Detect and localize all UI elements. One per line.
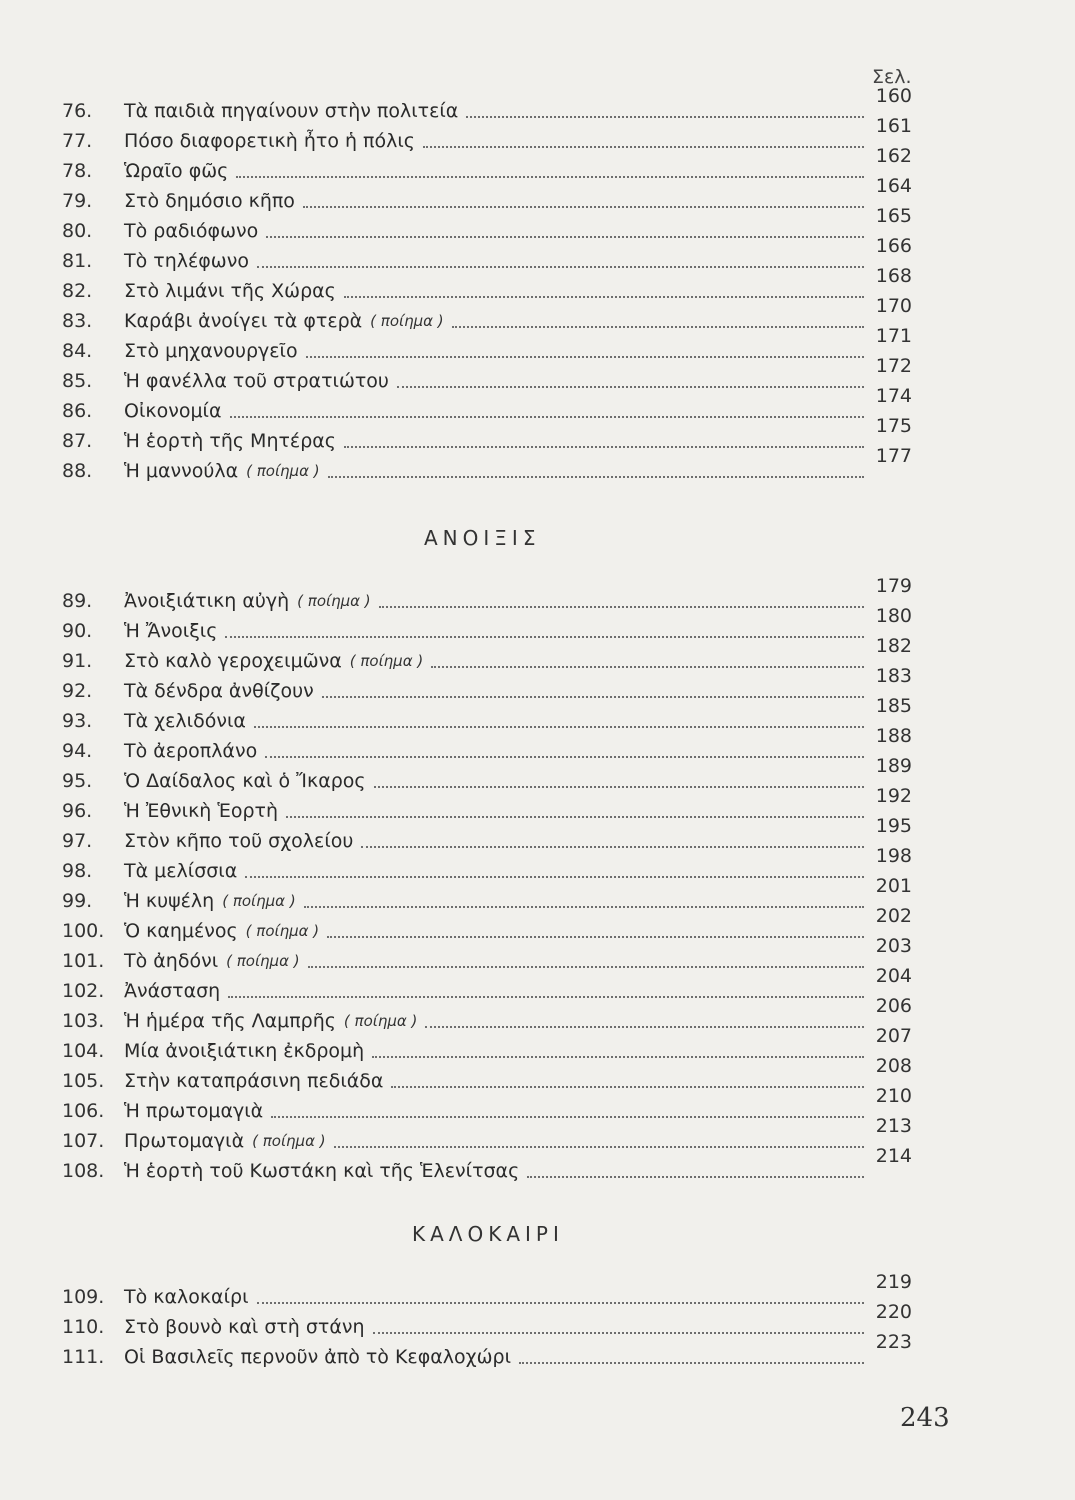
entry-number: 83. xyxy=(62,310,93,332)
toc-entry xyxy=(62,635,912,672)
entry-number: 101. xyxy=(62,950,105,972)
entry-poem-note: ( ποίημα ) xyxy=(370,312,444,330)
entry-page-number: 171 xyxy=(875,325,912,347)
toc-entry xyxy=(62,845,912,882)
entry-poem-note: ( ποίημα ) xyxy=(349,652,424,670)
entry-page-number: 202 xyxy=(875,905,912,927)
entry-number: 89. xyxy=(62,590,93,612)
dot-leader xyxy=(286,814,864,818)
entry-title: Τὰ δένδρα ἀνθίζουν xyxy=(124,680,314,702)
entry-page-number: 220 xyxy=(875,1301,912,1323)
entry-page-number: 162 xyxy=(875,145,912,167)
entry-page-number: 164 xyxy=(875,175,912,197)
entry-title: Ἡ κυψέλη xyxy=(124,890,215,912)
entry-number: 108. xyxy=(62,1160,105,1182)
entry-number: 86. xyxy=(62,400,93,422)
entry-number: 107. xyxy=(62,1130,105,1152)
toc-entry xyxy=(62,695,912,732)
dot-leader xyxy=(327,934,864,938)
entry-poem-note: ( ποίημα ) xyxy=(252,1132,326,1150)
entry-page-number: 165 xyxy=(875,205,912,227)
entry-page-number: 204 xyxy=(875,965,912,987)
entry-page-number: 182 xyxy=(875,635,912,657)
toc-entry xyxy=(62,965,912,1002)
entry-page-number: 206 xyxy=(875,995,912,1017)
entry-title: Στὸ βουνὸ καὶ στὴ στάνη xyxy=(124,1316,365,1338)
entry-title: Πρωτομαγιὰ xyxy=(124,1130,245,1152)
toc-entry xyxy=(62,1025,912,1062)
entry-number: 110. xyxy=(62,1316,105,1338)
dot-leader xyxy=(423,144,864,148)
entry-number: 97. xyxy=(62,830,93,852)
entry-page-number: 223 xyxy=(875,1331,912,1353)
toc-entry xyxy=(62,665,912,702)
toc-entry xyxy=(62,1301,912,1338)
entry-page-number: 203 xyxy=(875,935,912,957)
entry-poem-note: ( ποίημα ) xyxy=(222,892,296,910)
dot-leader xyxy=(361,844,864,848)
toc-entry xyxy=(62,205,912,242)
dot-leader xyxy=(230,414,865,418)
dot-leader xyxy=(344,294,864,298)
section-heading-anoixis: ΑΝΟΙΞΙΣ xyxy=(424,526,541,550)
entry-number: 95. xyxy=(62,770,93,792)
toc-entry xyxy=(62,905,912,942)
dot-leader xyxy=(257,1300,864,1304)
entry-page-number: 188 xyxy=(875,725,912,747)
entry-title: Τὸ ἀεροπλάνο xyxy=(124,740,258,762)
entry-page-number: 189 xyxy=(875,755,912,777)
dot-leader xyxy=(452,324,864,328)
dot-leader xyxy=(397,384,864,388)
dot-leader xyxy=(527,1174,864,1178)
dot-leader xyxy=(374,784,864,788)
entry-page-number: 185 xyxy=(875,695,912,717)
dot-leader xyxy=(344,444,864,448)
entry-title: Στὸ λιμάνι τῆς Χώρας xyxy=(124,280,336,302)
section-heading-kalokairi: ΚΑΛΟΚΑΙΡΙ xyxy=(412,1222,564,1246)
entry-number: 99. xyxy=(62,890,93,912)
page-number: 243 xyxy=(900,1403,950,1433)
entry-title: Στὴν καταπράσινη πεδιάδα xyxy=(124,1070,384,1092)
entry-page-number: 177 xyxy=(875,445,912,467)
entry-page-number: 168 xyxy=(875,265,912,287)
entry-title: Ὁ καημένος xyxy=(124,920,238,942)
dot-leader xyxy=(304,904,864,908)
entry-page-number: 183 xyxy=(875,665,912,687)
entry-title: Τὰ παιδιὰ πηγαίνουν στὴν πολιτεία xyxy=(124,100,459,122)
dot-leader xyxy=(266,234,864,238)
entry-number: 85. xyxy=(62,370,93,392)
toc-section-anoixis xyxy=(62,575,912,1182)
dot-leader xyxy=(322,694,864,698)
dot-leader xyxy=(257,264,864,268)
entry-number: 77. xyxy=(62,130,93,152)
dot-leader xyxy=(265,754,864,758)
toc-entry xyxy=(62,1271,912,1308)
toc-entry xyxy=(62,175,912,212)
dot-leader xyxy=(271,1114,864,1118)
entry-title: Τὸ ραδιόφωνο xyxy=(124,220,259,242)
entry-title: Μία ἀνοιξιάτικη ἐκδρομὴ xyxy=(124,1040,365,1062)
entry-title: Στὸ καλὸ γεροχειμῶνα xyxy=(124,650,342,672)
entry-page-number: 174 xyxy=(875,385,912,407)
entry-page-number: 192 xyxy=(875,785,912,807)
entry-number: 105. xyxy=(62,1070,105,1092)
toc-entry xyxy=(62,445,912,482)
entry-title: Ἡ Ἐθνικὴ Ἑορτὴ xyxy=(124,800,279,822)
entry-title: Ἡ Ἄνοιξις xyxy=(124,620,218,642)
entry-title: Τὸ καλοκαίρι xyxy=(124,1286,249,1308)
dot-leader xyxy=(245,874,864,878)
dot-leader xyxy=(306,354,864,358)
entry-page-number: 201 xyxy=(875,875,912,897)
toc-entry xyxy=(62,325,912,362)
entry-page-number: 160 xyxy=(875,85,912,107)
entry-number: 82. xyxy=(62,280,93,302)
entry-title: Ἡ πρωτομαγιὰ xyxy=(124,1100,264,1122)
entry-title: Καράβι ἀνοίγει τὰ φτερὰ xyxy=(124,310,363,332)
entry-page-number: 179 xyxy=(875,575,912,597)
dot-leader xyxy=(236,174,864,178)
entry-page-number: 198 xyxy=(875,845,912,867)
entry-page-number: 219 xyxy=(875,1271,912,1293)
entry-number: 90. xyxy=(62,620,93,642)
entry-number: 109. xyxy=(62,1286,105,1308)
dot-leader xyxy=(379,604,864,608)
toc-entry xyxy=(62,815,912,852)
entry-title: Ἡ ἑορτὴ τοῦ Κωστάκη καὶ τῆς Ἑλενίτσας xyxy=(124,1160,520,1182)
entry-page-number: 207 xyxy=(875,1025,912,1047)
entry-title: Πόσο διαφορετικὴ ἦτο ἡ πόλις xyxy=(124,130,415,152)
entry-poem-note: ( ποίημα ) xyxy=(226,952,300,970)
entry-title: Τὰ χελιδόνια xyxy=(124,710,246,732)
entry-number: 76. xyxy=(62,100,93,122)
entry-title: Ἀνάσταση xyxy=(124,980,221,1002)
entry-number: 93. xyxy=(62,710,93,732)
entry-title: Ἡ ἑορτὴ τῆς Μητέρας xyxy=(124,430,336,452)
entry-page-number: 161 xyxy=(875,115,912,137)
toc-entry xyxy=(62,785,912,822)
entry-page-number: 210 xyxy=(875,1085,912,1107)
entry-page-number: 172 xyxy=(875,355,912,377)
toc-entry xyxy=(62,1115,912,1152)
dot-leader xyxy=(466,114,864,118)
entry-number: 103. xyxy=(62,1010,105,1032)
dot-leader xyxy=(372,1054,864,1058)
toc-entry xyxy=(62,755,912,792)
toc-entry xyxy=(62,115,912,152)
entry-title: Στὸ μηχανουργεῖο xyxy=(124,340,298,362)
toc-entry xyxy=(62,235,912,272)
entry-number: 92. xyxy=(62,680,93,702)
dot-leader xyxy=(431,664,864,668)
page-column-label: Σελ. xyxy=(872,66,912,88)
entry-title: Ἡ φανέλλα τοῦ στρατιώτου xyxy=(124,370,389,392)
toc-entry xyxy=(62,1055,912,1092)
toc-entry xyxy=(62,1145,912,1182)
entry-page-number: 208 xyxy=(875,1055,912,1077)
entry-number: 81. xyxy=(62,250,93,272)
toc-section-kalokairi xyxy=(62,1271,912,1368)
toc-entry xyxy=(62,355,912,392)
entry-number: 88. xyxy=(62,460,93,482)
entry-poem-note: ( ποίημα ) xyxy=(245,922,320,940)
entry-number: 91. xyxy=(62,650,93,672)
dot-leader xyxy=(425,1024,864,1028)
dot-leader xyxy=(519,1360,864,1364)
entry-poem-note: ( ποίημα ) xyxy=(297,592,371,610)
entry-title: Ὁ Δαίδαλος καὶ ὁ Ἴκαρος xyxy=(124,770,366,792)
entry-page-number: 180 xyxy=(875,605,912,627)
entry-number: 102. xyxy=(62,980,105,1002)
toc-entry xyxy=(62,145,912,182)
toc-entry xyxy=(62,295,912,332)
dot-leader xyxy=(303,204,864,208)
toc-entry xyxy=(62,265,912,302)
dot-leader xyxy=(308,964,864,968)
toc-entry xyxy=(62,415,912,452)
dot-leader xyxy=(391,1084,864,1088)
toc-entry xyxy=(62,605,912,642)
entry-page-number: 214 xyxy=(875,1145,912,1167)
entry-number: 80. xyxy=(62,220,93,242)
entry-title: Ἡ μαννούλα xyxy=(124,460,239,482)
entry-title: Στὸ δημόσιο κῆπο xyxy=(124,190,295,212)
entry-title: Οἱ Βασιλεῖς περνοῦν ἀπὸ τὸ Κεφαλοχώρι xyxy=(124,1346,512,1368)
entry-title: Τὸ τηλέφωνο xyxy=(124,250,249,272)
dot-leader xyxy=(334,1144,864,1148)
entry-number: 78. xyxy=(62,160,93,182)
entry-poem-note: ( ποίημα ) xyxy=(343,1012,418,1030)
entry-poem-note: ( ποίημα ) xyxy=(246,462,320,480)
toc-entry xyxy=(62,875,912,912)
entry-title: Στὸν κῆπο τοῦ σχολείου xyxy=(124,830,354,852)
entry-title: Ἀνοιξιάτικη αὐγὴ xyxy=(124,590,290,612)
entry-page-number: 175 xyxy=(875,415,912,437)
entry-number: 94. xyxy=(62,740,93,762)
toc-entry xyxy=(62,1085,912,1122)
entry-number: 104. xyxy=(62,1040,105,1062)
dot-leader xyxy=(254,724,864,728)
toc-entry xyxy=(62,575,912,612)
toc-entry xyxy=(62,725,912,762)
toc-entry xyxy=(62,995,912,1032)
entry-number: 87. xyxy=(62,430,93,452)
entry-number: 111. xyxy=(62,1346,105,1368)
dot-leader xyxy=(225,634,864,638)
toc-entry xyxy=(62,85,912,122)
entry-number: 96. xyxy=(62,800,93,822)
entry-page-number: 170 xyxy=(875,295,912,317)
entry-page-number: 166 xyxy=(875,235,912,257)
toc-entry xyxy=(62,935,912,972)
toc-entry xyxy=(62,1331,912,1368)
dot-leader xyxy=(373,1330,864,1334)
entry-page-number: 195 xyxy=(875,815,912,837)
entry-title: Οἰκονομία xyxy=(124,400,222,422)
dot-leader xyxy=(228,994,864,998)
entry-number: 106. xyxy=(62,1100,105,1122)
entry-title: Ὡραῖο φῶς xyxy=(124,160,229,182)
toc-entry xyxy=(62,385,912,422)
entry-number: 98. xyxy=(62,860,93,882)
entry-title: Τὰ μελίσσια xyxy=(124,860,238,882)
entry-number: 79. xyxy=(62,190,93,212)
entry-number: 84. xyxy=(62,340,93,362)
dot-leader xyxy=(328,474,864,478)
entry-title: Ἡ ἡμέρα τῆς Λαμπρῆς xyxy=(124,1010,336,1032)
entry-title: Τὸ ἀηδόνι xyxy=(124,950,219,972)
toc-section-1 xyxy=(62,85,912,482)
entry-number: 100. xyxy=(62,920,105,942)
entry-page-number: 213 xyxy=(875,1115,912,1137)
